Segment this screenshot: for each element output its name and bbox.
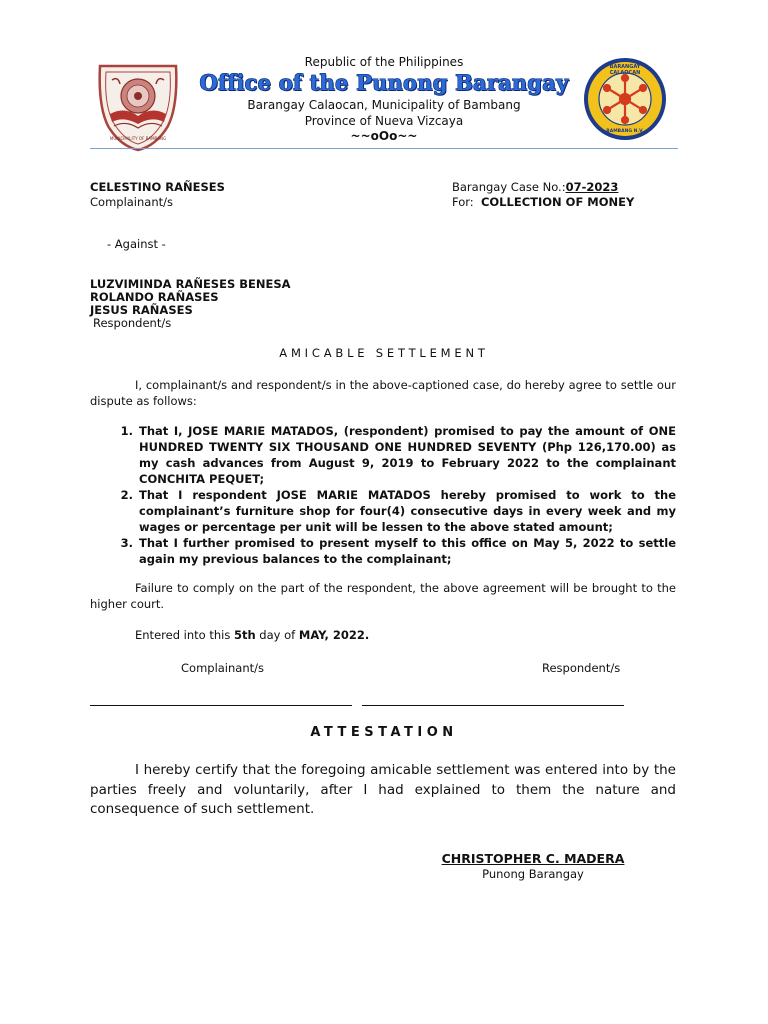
attestation-text: I hereby certify that the foregoing amicable settlement was entered into by the parties freely and voluntarily, after I had explained to them the nature and consequence of such settlement. [90,762,676,817]
settlement-term-3: 3. That I further promised to present myself to this office on May 5, 2022 to settle again my previous balances to the complainant; [137,535,676,567]
settlement-term-2: 2. That I respondent JOSE MARIE MATADOS hereby promised to work to the complainant’s furniture shop for four(4) consecutive days in every week and my wages or percentage per unit will be lessen to the above stated amount; [137,487,676,535]
respondent-signature-line [362,705,624,706]
complainant-signature-line [90,705,352,706]
entered-mid: day of [255,628,299,642]
right-seal-top-label: BARANGAY CALAOCAN [609,64,641,76]
entered-line [135,628,369,642]
entered-prefix: Entered into this [135,628,234,642]
case-for-label: For: [452,195,474,209]
address-line-1: Barangay Calaocan, Municipality of Bambang [247,98,521,112]
case-number-line [452,180,618,194]
office-title: Office of the Punong Barangay [199,70,569,95]
complainant-label: Complainant/s [90,195,174,209]
case-for-line [452,195,634,209]
header-divider [90,148,678,149]
complainant-name: CELESTINO RAÑESES [90,180,225,194]
against-label: - Against - [107,237,166,251]
right-seal-bottom-label: BAMBANG N.V. [606,129,644,134]
respondent-name-2: ROLANDO RAÑASES [90,290,219,304]
respondent-signature-label: Respondent/s [542,661,621,675]
case-for-value: COLLECTION OF MONEY [480,195,635,209]
settlement-title: AMICABLE SETTLEMENT [279,346,489,360]
failure-clause: Failure to comply on the part of the respondent, the above agreement will be brought to the higher court. [90,581,676,611]
header-ornament: ~~oOo~~ [350,129,418,143]
left-seal-label: MUNICIPALITY OF BAMBANG [109,136,167,141]
republic-line: Republic of the Philippines [304,55,464,69]
entered-month: MAY, 2022. [298,628,370,642]
attestation-title: ATTESTATION [310,725,458,740]
complainant-signature-label: Complainant/s [181,661,265,675]
address-line-2: Province of Nueva Vizcaya [304,114,464,128]
respondent-label: Respondent/s [93,316,172,330]
respondent-name-1: LUZVIMINDA RAÑESES BENESA [90,277,291,291]
respondent-name-3: JESUS RAÑASES [90,303,193,317]
case-number-label: Barangay Case No.: [452,180,566,194]
signatory-name: CHRISTOPHER C. MADERA [441,851,625,866]
entered-day: 5th [233,628,256,642]
settlement-term-1: 1. That I, JOSE MARIE MATADOS, (respondent) promised to pay the amount of ONE HUNDRED TWENTY SIX THOUSAND ONE HUNDRED SEVENTY (Php 126,170.00) as my cash advances from August 9, 2019 to February 2022 to the complainant CONCHITA PEQUET; [137,423,676,487]
settlement-terms [90,423,676,567]
settlement-intro: I, complainant/s and respondent/s in the above-captioned case, do hereby agree to settle our dispute as follows: [90,378,676,408]
case-number-value: 07-2023 [565,180,619,194]
signatory-title: Punong Barangay [482,867,584,881]
